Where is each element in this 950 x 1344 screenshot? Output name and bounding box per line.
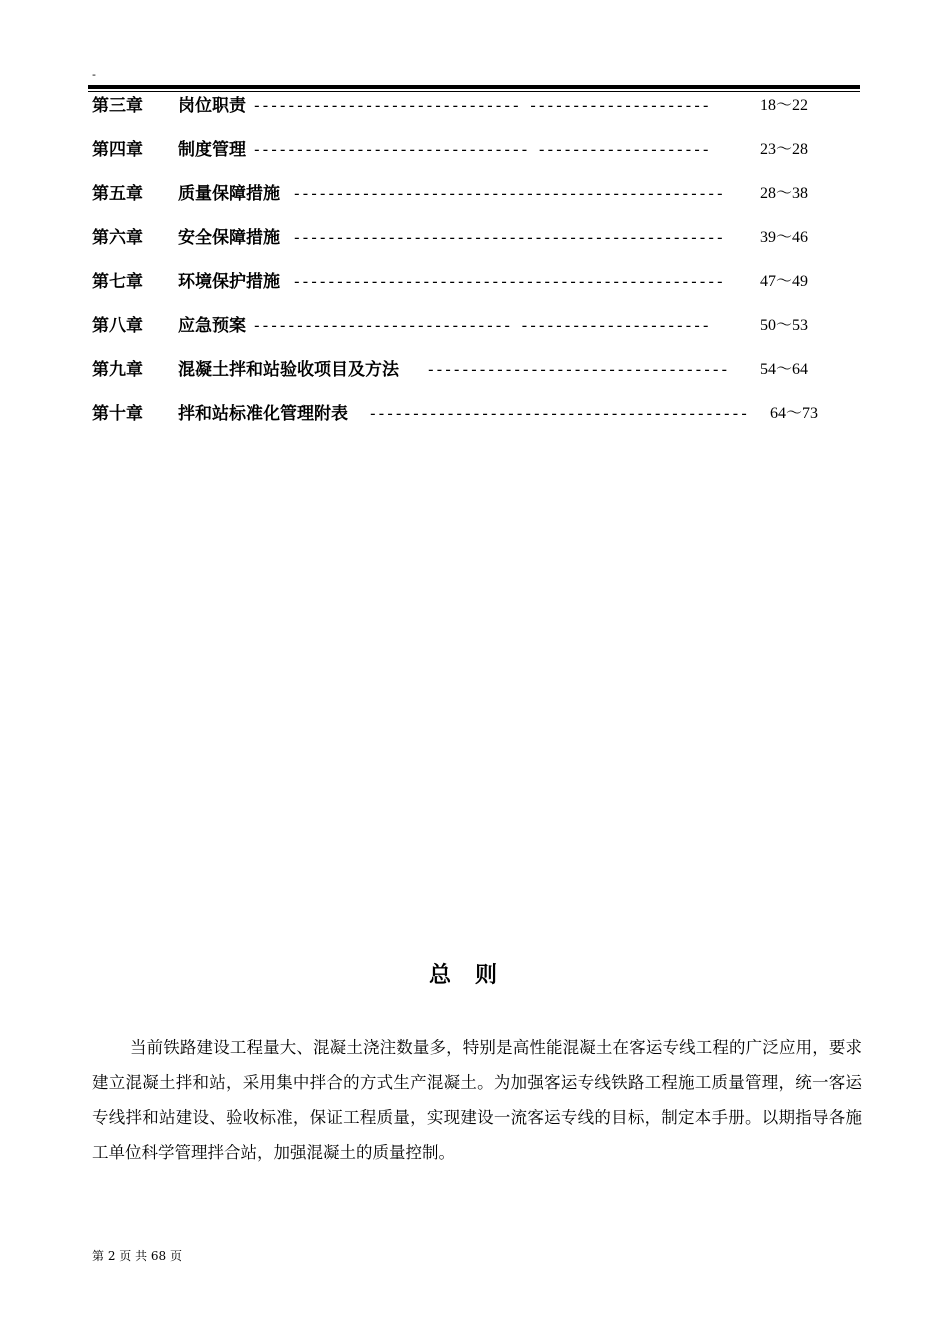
toc-chapter: 第四章 — [92, 140, 143, 160]
toc-row-ch7 — [92, 270, 852, 314]
toc-leader: -------------------------------------------- — [368, 404, 748, 423]
header-mark: - — [92, 68, 96, 81]
toc-row-ch5 — [92, 182, 852, 226]
toc-chapter: 第八章 — [92, 316, 143, 336]
header-rule-thin — [88, 91, 860, 92]
toc-row-ch3 — [92, 94, 852, 138]
toc-leader: -------------------------------------------------- — [292, 272, 724, 291]
toc-chapter: 第六章 — [92, 228, 143, 248]
toc-chapter: 第十章 — [92, 404, 143, 424]
toc-row-ch6 — [92, 226, 852, 270]
toc-title: 质量保障措施 — [178, 184, 280, 204]
toc-title: 拌和站标准化管理附表 — [178, 404, 348, 424]
toc-pages: 18～22 — [760, 97, 809, 114]
section-title: 总则 — [428, 963, 521, 988]
toc-pages: 28～38 — [760, 185, 809, 202]
toc-pages: 47～49 — [760, 273, 809, 290]
header-rule-thick — [88, 85, 860, 89]
toc-pages: 50～53 — [760, 317, 809, 334]
toc-pages: 64～73 — [770, 405, 819, 422]
toc-chapter: 第三章 — [92, 96, 143, 116]
toc-leader: ------------------------------- --------------------- — [252, 96, 710, 115]
toc-leader: -------------------------------------------------- — [292, 184, 724, 203]
toc-row-ch10 — [92, 402, 852, 446]
toc-leader: -------------------------------------------------- — [292, 228, 724, 247]
toc-title: 岗位职责 — [178, 96, 246, 116]
toc-title: 应急预案 — [178, 316, 246, 336]
toc-row-ch4 — [92, 138, 852, 182]
toc-pages: 23～28 — [760, 141, 809, 158]
toc-title: 安全保障措施 — [178, 228, 280, 248]
table-of-contents — [92, 94, 852, 446]
page-footer: 第 2 页 共 68 页 — [92, 1249, 182, 1263]
toc-title: 制度管理 — [178, 140, 246, 160]
toc-chapter: 第五章 — [92, 184, 143, 204]
toc-title: 混凝土拌和站验收项目及方法 — [178, 360, 399, 380]
toc-row-ch9 — [92, 358, 852, 402]
toc-leader: ------------------------------ ---------------------- — [252, 316, 710, 335]
toc-leader: ----------------------------------- — [426, 360, 729, 379]
toc-pages: 39～46 — [760, 229, 809, 246]
toc-chapter: 第七章 — [92, 272, 143, 292]
section-paragraph: 当前铁路建设工程量大、混凝土浇注数量多，特别是高性能混凝土在客运专线工程的广泛应用，要求建立混凝土拌和站，采用集中拌合的方式生产混凝土。为加强客运专线铁路工程施工质量管理，统一客运专线拌和站建设、验收标准，保证工程质量，实现建设一流客运专线的目标，制定本手册。以期指导各施工单位科学管理拌合站，加强混凝土的质量控制。 — [92, 1038, 862, 1162]
toc-chapter: 第九章 — [92, 360, 143, 380]
toc-title: 环境保护措施 — [178, 272, 280, 292]
toc-leader: -------------------------------- -------------------- — [252, 140, 710, 159]
toc-pages: 54～64 — [760, 361, 809, 378]
toc-row-ch8 — [92, 314, 852, 358]
